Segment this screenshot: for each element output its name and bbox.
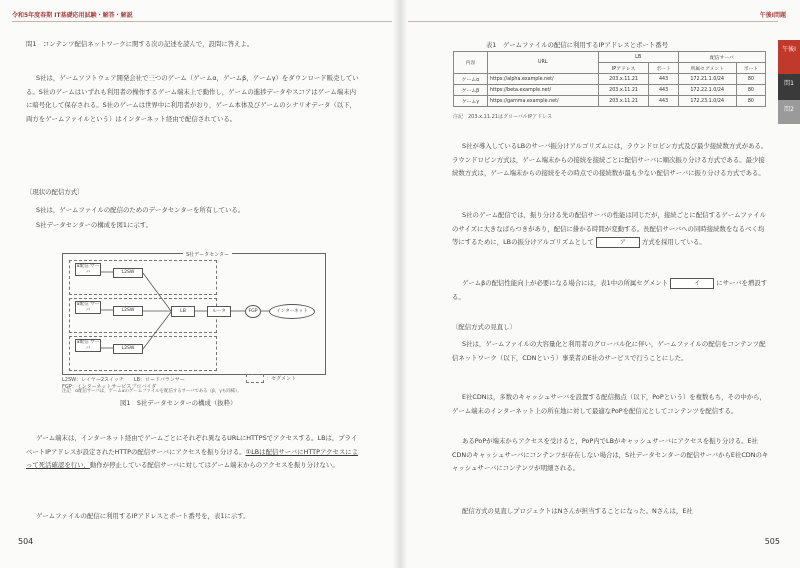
- figure-connections: [63, 254, 325, 374]
- legend-segment-swatch: [246, 374, 264, 383]
- table-cell: 443: [649, 74, 678, 85]
- table-cell: 172.22.1.0/24: [678, 85, 736, 96]
- table-cell: ゲームγ: [454, 96, 488, 107]
- question-title: 問1 コンテンツ配信ネットワークに関する次の記述を読んで，設問に答えよ。: [26, 40, 254, 48]
- table-subheader: 所属セグメント: [678, 63, 736, 74]
- underline-question-1: ①LBは配信サーバにHTTPアクセスによって死活確認を行い，: [26, 447, 359, 469]
- para-access-routing-a: ゲーム端末は，インターネット経由でゲームごとにそれぞれ異なるURLにHTTPSでアクセスする。LBは，プライベートIPアドレスが設定されたHTTPの配信サーバにアクセスを振り分ける。: [26, 434, 358, 456]
- legend-segment-label: ：セグメント: [266, 376, 296, 382]
- table-header-url: URL: [487, 52, 598, 74]
- para-figure-ref: S社データセンターの構成を図1に示す。: [36, 221, 152, 229]
- table-cell: 80: [736, 74, 765, 85]
- para-datacenter: S社は，ゲームファイルの配信のためのデータセンターを所有している。: [36, 206, 245, 214]
- l2sw-box-1: L2SW: [113, 268, 143, 278]
- lb-box: LB: [171, 306, 195, 317]
- para-blank-i: [452, 277, 770, 304]
- table-cell: 443: [649, 96, 678, 107]
- para-blank-a-tail: 方式を採用している。: [641, 238, 706, 246]
- left-header-rule: [12, 21, 392, 22]
- table-header-lb: LB: [598, 52, 678, 63]
- book-gutter: [392, 0, 408, 568]
- para-project: 配信方式の見直しプロジェクトはNさんが担当することになった。Nさんは，E社: [462, 507, 693, 515]
- table-cell: 80: [736, 96, 765, 107]
- side-tab-q1: 問1: [778, 74, 800, 100]
- section-review: 〔配信方式の見直し〕: [452, 323, 516, 331]
- table-header-server: 配信サーバ: [678, 52, 765, 63]
- table-cell: https://beta.example.net/: [487, 85, 598, 96]
- table-cell: 203.x.11.21: [598, 96, 649, 107]
- table-row: [454, 96, 766, 107]
- table-subheader: IPアドレス: [598, 63, 649, 74]
- table-cell: https://gamma.example.net/: [487, 96, 598, 107]
- section-current-method: 〔現状の配信方式〕: [26, 188, 84, 196]
- para-cache: あるPoPが端末からアクセスを受けると，PoP内でLBがキャッシュサーバにアクセスを振り分ける。E社CDNのキャッシュサーバにコンテンツが存在しない場合は，S社データセンターの配信サーバからE社CDNのキャッシュサーバにコンテンツが明細される。: [452, 437, 769, 472]
- para-lb-algorithms: S社が導入しているLBのサーバ振分けアルゴリズムには，ラウンドロビン方式及び最少接続数方式がある。ラウンドロビン方式は，ゲーム端末からの接続を接続ごとに配信サーバに順次振り分ける方式である。最少接続数方式は，ゲーム端末からの接続をその時点での接続数が最も少ない配信サーバに振り分ける方式である。: [452, 142, 768, 177]
- figure-datacenter-label: S社データセンター: [183, 251, 232, 258]
- para-blank-i-tail: にサーバを増設する。: [452, 279, 768, 301]
- para-blank-a: [452, 209, 770, 250]
- table-row: [454, 74, 766, 85]
- internet-cloud: インターネット: [269, 304, 315, 319]
- table-header-game: 内容: [454, 52, 488, 74]
- right-header-rule: [408, 21, 778, 22]
- para-table-ref: ゲームファイルの配信に利用するIPアドレスとポート番号を，表1に示す。: [36, 512, 250, 520]
- table-cell: ゲームβ: [454, 85, 488, 96]
- para-access-routing: [26, 432, 362, 473]
- table-cell: 203.x.11.21: [598, 85, 649, 96]
- table-cell: ゲームα: [454, 74, 488, 85]
- server-box-3: α配信 サーバ: [76, 340, 100, 351]
- table-cell: 172.21.1.0/24: [678, 74, 736, 85]
- router-box: ルータ: [207, 306, 231, 317]
- para-blank-a-text: S社のゲーム配信では，振り分ける先の配信サーバの性能は同じだが，接続ごとに配信するゲームファイルのサイズに大きなばらつきがあり，配信に掛かる時間が変動する。長配信サーバへの同時接続数をなるべく均等にするために，LBの振分けアルゴリズムとして: [452, 211, 766, 246]
- figure-caption: 図1 S社データセンターの構成（抜粋）: [120, 399, 237, 407]
- table-cell: 172.23.1.0/24: [678, 96, 736, 107]
- intro-paragraph: S社は，ゲームソフトウェア開発会社で三つのゲーム（ゲームα，ゲームβ，ゲームγ）をダウンロード販売している。S社のゲームはいずれも利用者の操作するゲーム端末上で動作し，ゲームの進捗データやスコアはゲーム端末内に暗号化して保存される。S社のゲームは世界中に利用者がおり，ゲーム本体及びゲームのシナリオデータ（以下，両方をゲームファイルという）はインターネット経由で配信されている。: [26, 74, 359, 123]
- para-access-routing-b: 動作が停止している配信サーバに対してはゲーム端末からのアクセスを振り分けない。: [89, 461, 339, 469]
- table-subheader: ポート: [736, 63, 765, 74]
- para-blank-i-text: ゲームβの配信性能向上が必要になる場合には，表1中の所属セグメント: [462, 279, 669, 287]
- table-row: [454, 85, 766, 96]
- l2sw-box-3: L2SW: [113, 344, 143, 354]
- figure-datacenter: [62, 253, 326, 375]
- table-cell: 203.x.11.21: [598, 74, 649, 85]
- isp-circle: FGP: [245, 305, 261, 318]
- side-tab-q2: 問2: [778, 100, 800, 124]
- table-subheader: ポート: [649, 63, 678, 74]
- figure-note: 注記 α配信サーバは，ゲームαのゲームファイルを配信するサーバである（β，γも同様）。: [62, 389, 242, 394]
- para-cdn-adoption: S社は，ゲームファイルの大容量化と利用者のグローバル化に伴い，ゲームファイルの配信をコンテンツ配信ネットワーク（以下，CDNという）事業者のE社のサービスで行うことにした。: [452, 340, 766, 362]
- table-cell: https://alpha.example.net/: [487, 74, 598, 85]
- left-running-header: 令和5年度春期 IT基礎応用試験・解答・解説: [12, 12, 133, 19]
- left-page-number: 504: [18, 537, 34, 546]
- table-note: 注記 203.x.11.21はグローバルIPアドレス: [453, 114, 553, 120]
- para-pop: E社CDNは，多数のキャッシュサーバを設置する配信拠点（以下，PoPという）を複数もち，その中から，ゲーム端末のインターネット上の所在地に対して最適なPoPを配信元としてコンテンツを配信する。: [452, 393, 766, 415]
- l2sw-box-2: L2SW: [113, 306, 143, 316]
- server-box-1: α配信 サーバ: [76, 264, 100, 275]
- answer-blank-a: ア: [596, 237, 640, 248]
- answer-blank-i: イ: [670, 278, 714, 289]
- server-box-2: α配信 サーバ: [76, 302, 100, 313]
- ip-port-table: [453, 51, 766, 107]
- right-running-header: 午後Ⅰ問題: [759, 12, 786, 19]
- table-title: 表1 ゲームファイルの配信に利用するIPアドレスとポート番号: [486, 41, 669, 49]
- right-page-number: 505: [764, 537, 780, 546]
- table-cell: 80: [736, 85, 765, 96]
- figure-legend-2: FGP：インターネットサービスプロバイダ: [62, 384, 157, 390]
- side-tab-afternoon: 午後Ⅰ: [778, 40, 800, 74]
- figure-legend-1: L2SW：レイヤー2スイッチ LB：ロードバランサー: [62, 377, 185, 383]
- table-cell: 443: [649, 85, 678, 96]
